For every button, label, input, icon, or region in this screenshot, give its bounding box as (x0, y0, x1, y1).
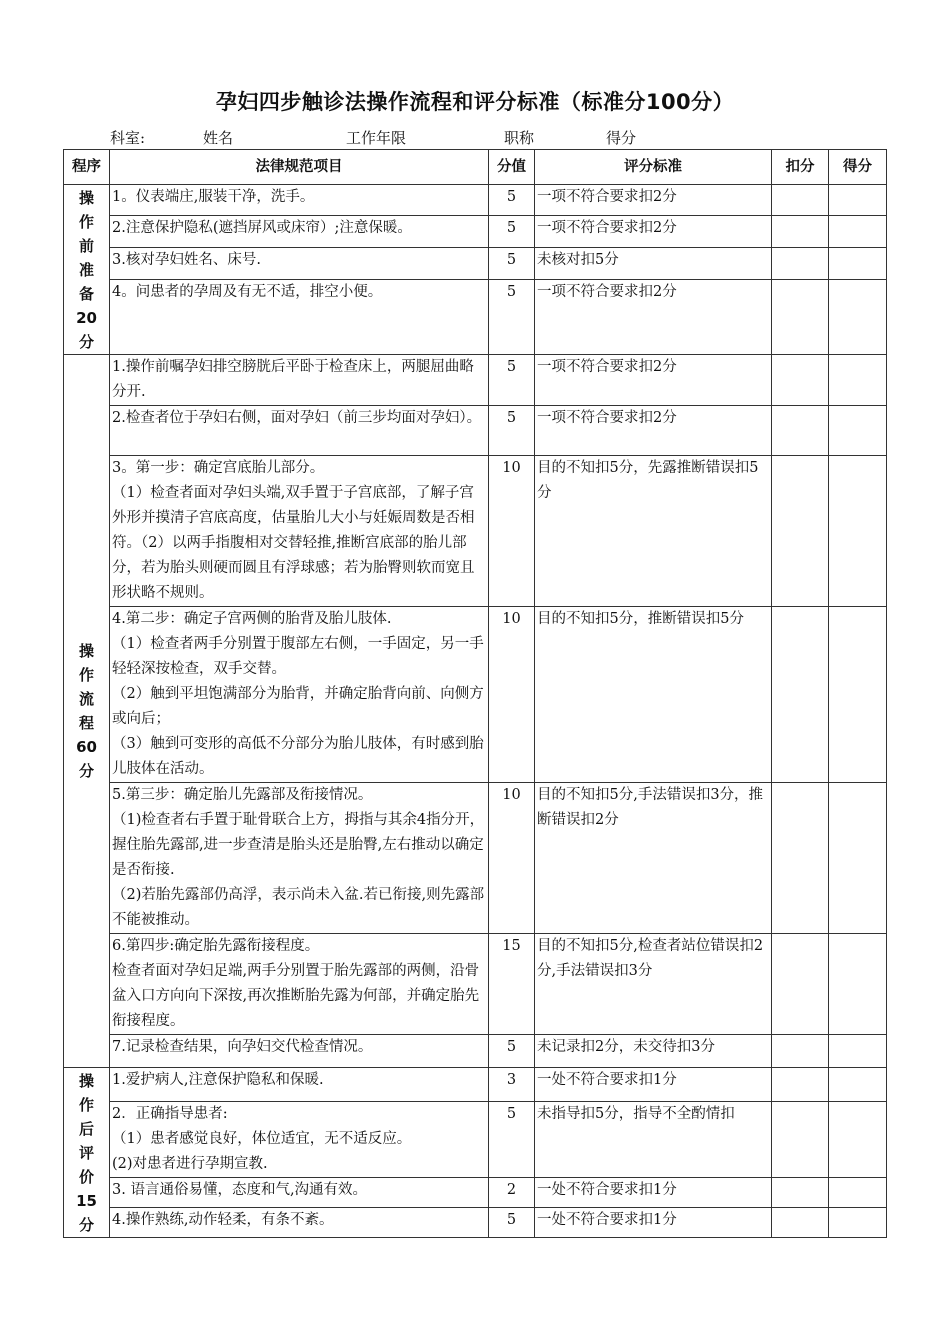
deduct-cell[interactable] (772, 406, 829, 456)
col-obtain: 得分 (829, 150, 887, 185)
item-cell: 4。问患者的孕周及有无不适，排空小便。 (110, 280, 489, 355)
deduct-cell[interactable] (772, 355, 829, 406)
deduct-cell[interactable] (772, 280, 829, 355)
deduct-cell[interactable] (772, 934, 829, 1035)
item-cell: 4.第二步：确定子宫两侧的胎背及胎儿肢体. （1）检查者两手分别置于腹部左右侧，一手固定，另一手轻轻深按检查，双手交替。 （2）触到平坦饱满部分为胎背，并确定胎背向前、向侧方或向后； （3）触到可变形的高低不分部分为胎儿肢体，有时感到胎儿肢体在活动。 (110, 607, 489, 783)
criteria-cell: 一项不符合要求扣2分 (535, 406, 772, 456)
name-label: 姓名 (203, 129, 234, 147)
deduct-cell[interactable] (772, 1208, 829, 1238)
obtain-cell[interactable] (829, 1068, 887, 1102)
points-cell: 3 (489, 1068, 535, 1102)
obtain-cell[interactable] (829, 355, 887, 406)
item-cell: 6.第四步:确定胎先露衔接程度。 检查者面对孕妇足端,两手分别置于胎先露部的两侧，沿骨盆入口方向向下深按,再次推断胎先露为何部，并确定胎先衔接程度。 (110, 934, 489, 1035)
col-item: 法律规范项目 (110, 150, 489, 185)
table-row (64, 1208, 887, 1238)
table-row (64, 280, 887, 355)
obtain-cell[interactable] (829, 1178, 887, 1208)
criteria-cell: 未指导扣5分，指导不全酌情扣 (535, 1102, 772, 1178)
points-cell: 5 (489, 1208, 535, 1238)
criteria-cell: 目的不知扣5分,检查者站位错误扣2分,手法错误扣3分 (535, 934, 772, 1035)
points-cell: 2 (489, 1178, 535, 1208)
col-procedure: 程序 (64, 150, 110, 185)
table-row (64, 355, 887, 406)
criteria-cell: 一项不符合要求扣2分 (535, 216, 772, 248)
deduct-cell[interactable] (772, 456, 829, 607)
table-row (64, 185, 887, 216)
table-row (64, 248, 887, 280)
obtain-cell[interactable] (829, 1035, 887, 1068)
obtain-cell[interactable] (829, 185, 887, 216)
points-cell: 5 (489, 406, 535, 456)
years-label: 工作年限 (346, 129, 407, 147)
obtain-cell[interactable] (829, 280, 887, 355)
item-cell: 2.检查者位于孕妇右侧，面对孕妇（前三步均面对孕妇）。 (110, 406, 489, 456)
deduct-cell[interactable] (772, 1102, 829, 1178)
table-row (64, 1068, 887, 1102)
item-cell: 2．正确指导患者: （1）患者感觉良好，体位适宜，无不适反应。 (2)对患者进行孕期宣教. (110, 1102, 489, 1178)
table-row (64, 607, 887, 783)
criteria-cell: 一处不符合要求扣1分 (535, 1208, 772, 1238)
obtain-cell[interactable] (829, 783, 887, 934)
section-label-text: 操 作 前 准 备 20 分 (76, 188, 97, 351)
item-cell: 1.操作前嘱孕妇排空膀胱后平卧于检查床上，两腿屈曲略分开. (110, 355, 489, 406)
page-title: 孕妇四步触诊法操作流程和评分标准（标准分100分） (215, 90, 735, 114)
deduct-cell[interactable] (772, 1068, 829, 1102)
criteria-cell: 一项不符合要求扣2分 (535, 280, 772, 355)
deduct-cell[interactable] (772, 607, 829, 783)
points-cell: 5 (489, 216, 535, 248)
points-cell: 5 (489, 1102, 535, 1178)
table-row (64, 1178, 887, 1208)
obtain-cell[interactable] (829, 1102, 887, 1178)
criteria-cell: 一处不符合要求扣1分 (535, 1068, 772, 1102)
col-points: 分值 (489, 150, 535, 185)
obtain-cell[interactable] (829, 934, 887, 1035)
deduct-cell[interactable] (772, 1178, 829, 1208)
table-row (64, 216, 887, 248)
section-label (64, 1068, 110, 1238)
table-row (64, 1035, 887, 1068)
obtain-cell[interactable] (829, 406, 887, 456)
section-label (64, 355, 110, 1068)
points-cell: 15 (489, 934, 535, 1035)
criteria-cell: 目的不知扣5分，先露推断错误扣5分 (535, 456, 772, 607)
header-row (64, 150, 887, 185)
table-row (64, 1102, 887, 1178)
item-cell: 7.记录检查结果，向孕妇交代检查情况。 (110, 1035, 489, 1068)
deduct-cell[interactable] (772, 248, 829, 280)
rank-label: 职称 (504, 129, 535, 147)
criteria-cell: 一项不符合要求扣2分 (535, 185, 772, 216)
points-cell: 5 (489, 185, 535, 216)
item-cell: 4.操作熟练,动作轻柔，有条不紊。 (110, 1208, 489, 1238)
obtain-cell[interactable] (829, 607, 887, 783)
item-cell: 3.核对孕妇姓名、床号. (110, 248, 489, 280)
section-label-text: 操 作 后 评 价 15 分 (76, 1071, 97, 1234)
scoring-table (63, 149, 887, 1238)
info-line (0, 127, 950, 147)
obtain-cell[interactable] (829, 216, 887, 248)
criteria-cell: 目的不知扣5分，推断错误扣5分 (535, 607, 772, 783)
criteria-cell: 未核对扣5分 (535, 248, 772, 280)
col-deduct: 扣分 (772, 150, 829, 185)
criteria-cell: 一项不符合要求扣2分 (535, 355, 772, 406)
points-cell: 5 (489, 1035, 535, 1068)
score-label: 得分 (606, 129, 637, 147)
obtain-cell[interactable] (829, 456, 887, 607)
dept-label: 科室: (110, 129, 146, 147)
table-row (64, 456, 887, 607)
points-cell: 10 (489, 607, 535, 783)
item-cell: 5.第三步：确定胎儿先露部及衔接情况。 （1)检查者右手置于耻骨联合上方，拇指与其余4指分开，握住胎先露部,进一步查清是胎头还是胎臀,左右推动以确定是否衔接. （2)若胎先露部仍高浮，表示尚未入盆.若已衔接,则先露部不能被推动。 (110, 783, 489, 934)
table-row (64, 783, 887, 934)
deduct-cell[interactable] (772, 185, 829, 216)
table-row (64, 934, 887, 1035)
item-cell: 3. 语言通俗易懂，态度和气,沟通有效。 (110, 1178, 489, 1208)
table-row (64, 406, 887, 456)
obtain-cell[interactable] (829, 248, 887, 280)
deduct-cell[interactable] (772, 1035, 829, 1068)
points-cell: 5 (489, 248, 535, 280)
section-label-text: 操 作 流 程 60 分 (76, 642, 97, 780)
obtain-cell[interactable] (829, 1208, 887, 1238)
criteria-cell: 一处不符合要求扣1分 (535, 1178, 772, 1208)
section-label (64, 185, 110, 355)
item-cell: 1.爱护病人,注意保护隐私和保暖. (110, 1068, 489, 1102)
item-cell: 2.注意保护隐私(遮挡屏风或床帘）;注意保暖。 (110, 216, 489, 248)
col-criteria: 评分标准 (535, 150, 772, 185)
points-cell: 10 (489, 783, 535, 934)
criteria-cell: 未记录扣2分，未交待扣3分 (535, 1035, 772, 1068)
criteria-cell: 目的不知扣5分,手法错误扣3分，推断错误扣2分 (535, 783, 772, 934)
item-cell: 3。第一步：确定宫底胎儿部分。 （1）检查者面对孕妇头端,双手置于子宫底部，了解子宫外形并摸清子宫底高度，估量胎儿大小与妊娠周数是否相符。（2）以两手指腹相对交替轻推,推断宫底部的胎儿部分，若为胎头则硬而圆且有浮球感；若为胎臀则软而宽且形状略不规则。 (110, 456, 489, 607)
item-cell: 1。仪表端庄,服装干净，洗手。 (110, 185, 489, 216)
deduct-cell[interactable] (772, 216, 829, 248)
points-cell: 5 (489, 355, 535, 406)
points-cell: 5 (489, 280, 535, 355)
deduct-cell[interactable] (772, 783, 829, 934)
points-cell: 10 (489, 456, 535, 607)
